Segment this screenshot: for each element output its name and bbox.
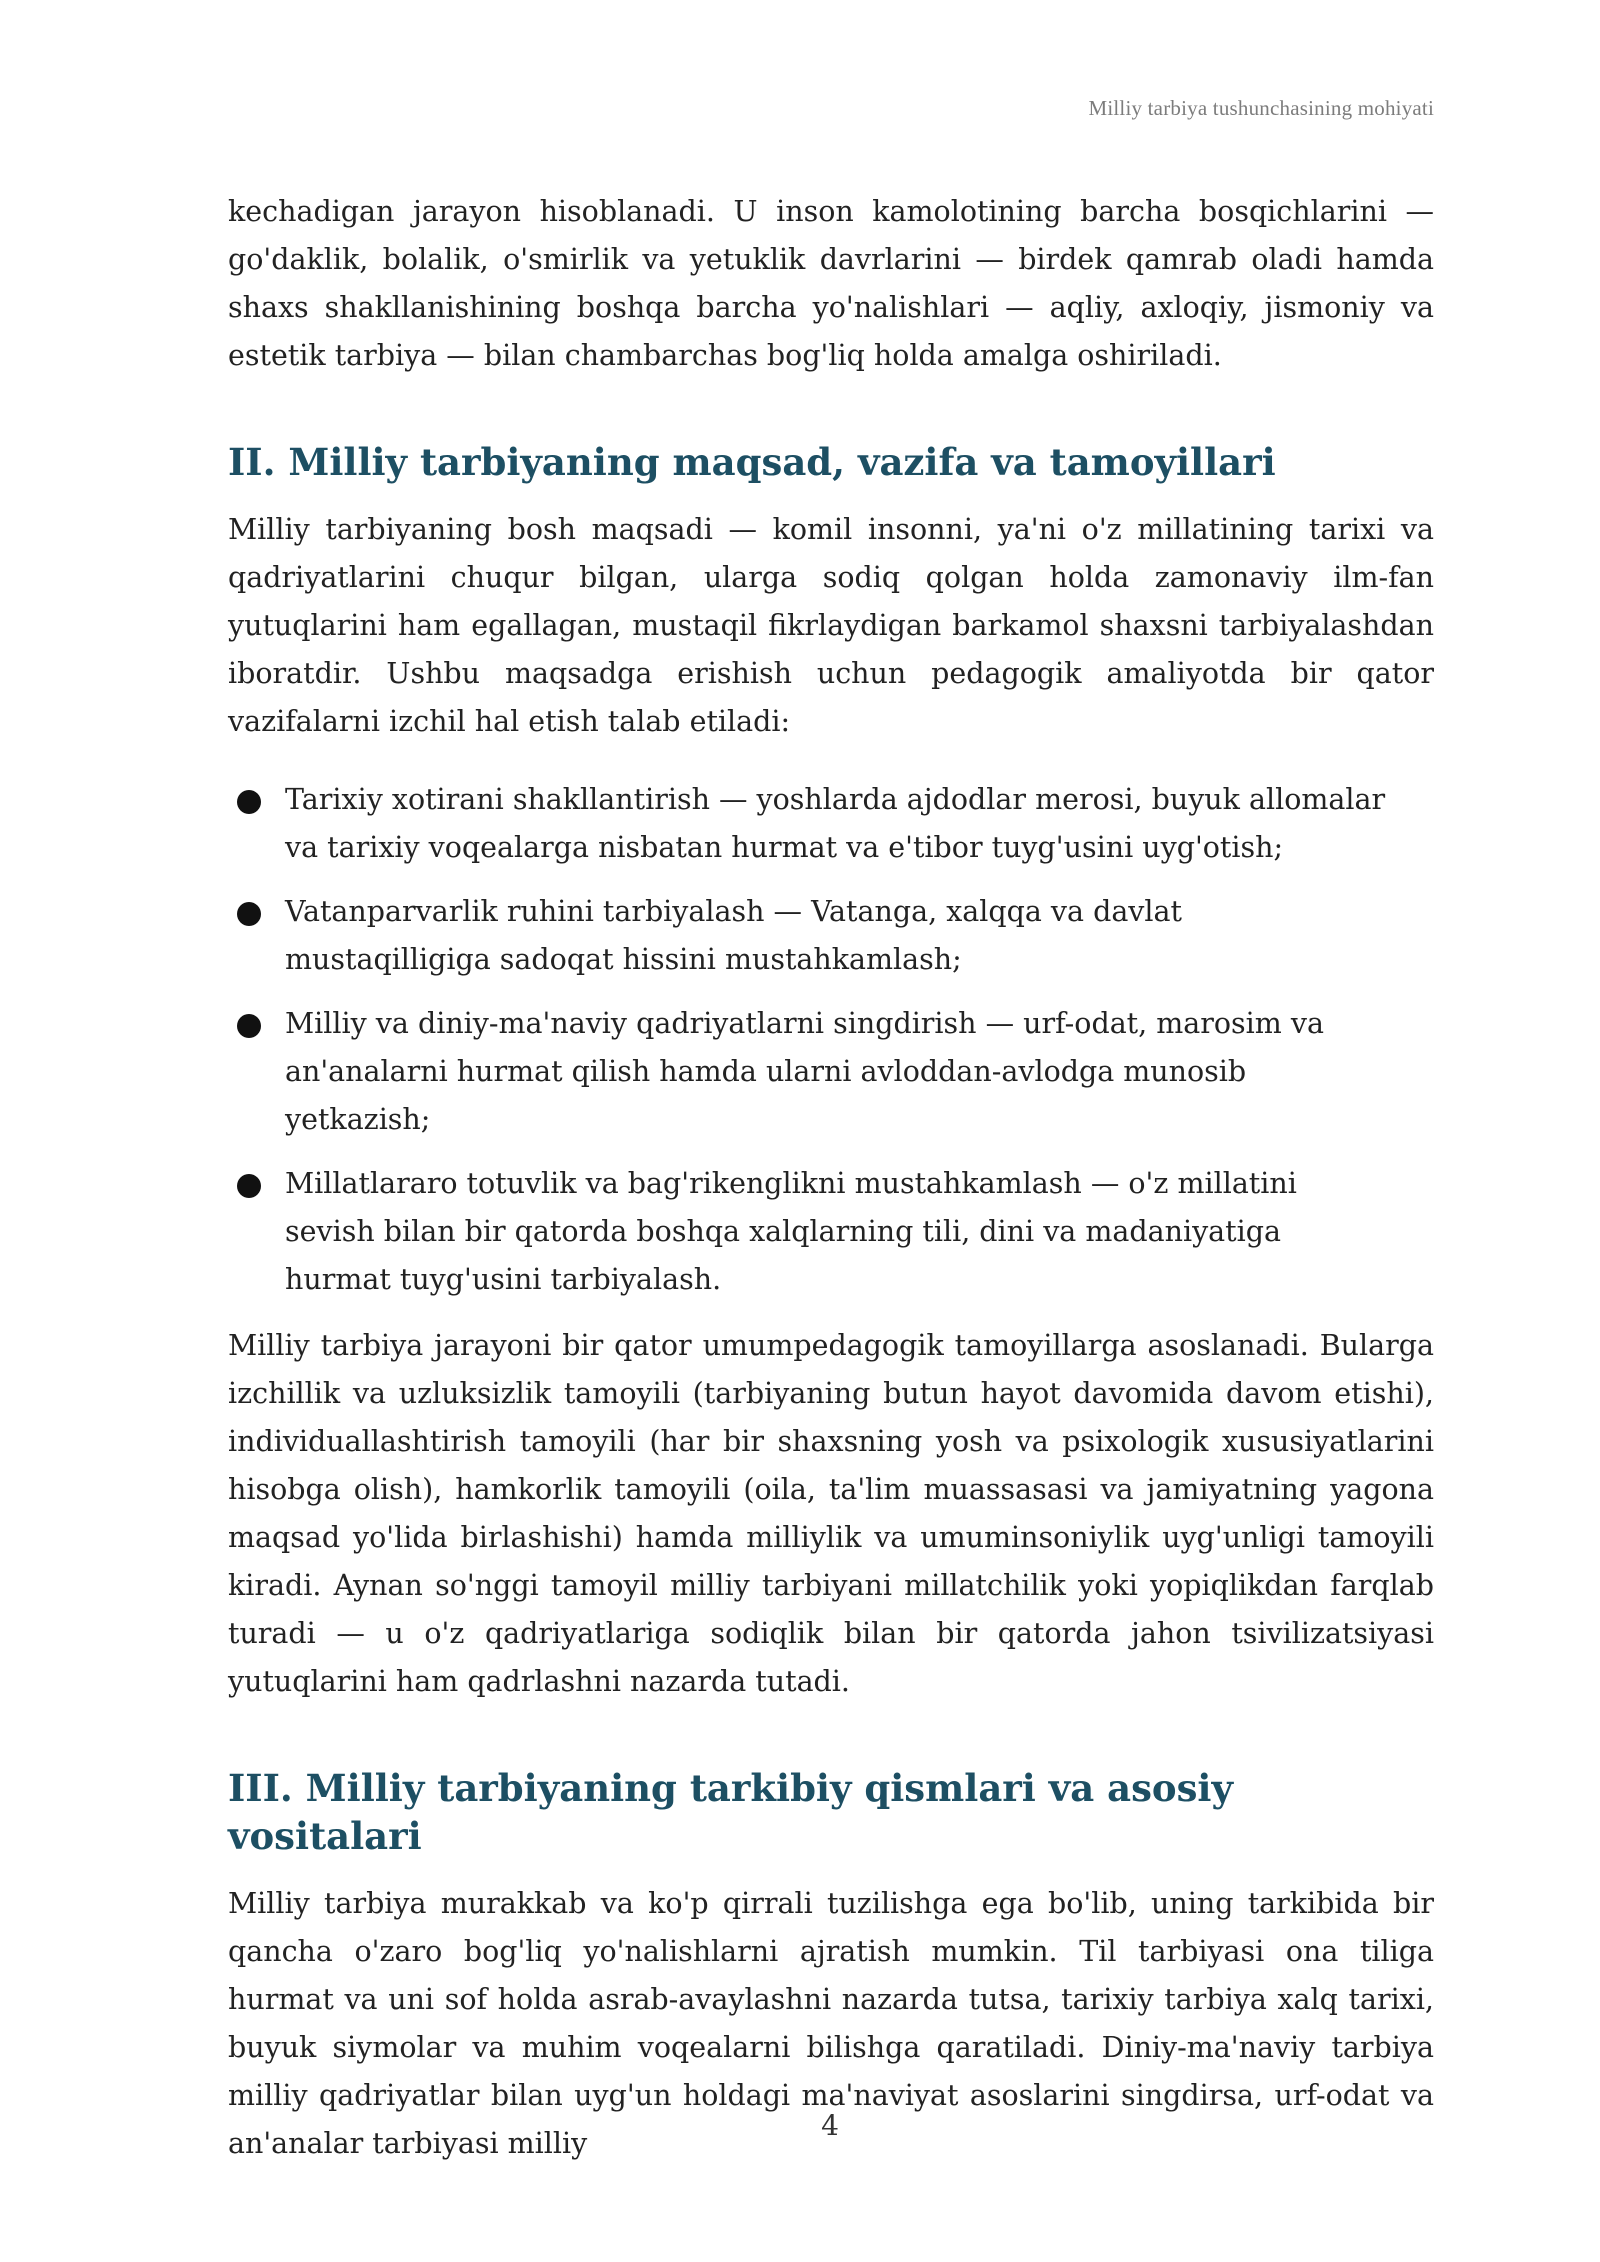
section-3-heading: III. Milliy tarbiyaning tarkibiy qismlari va asosiy vositalari xyxy=(228,1766,1233,1858)
page-content xyxy=(228,188,1434,2168)
list-item xyxy=(228,776,1434,872)
list-item xyxy=(228,1160,1434,1304)
bullet-icon xyxy=(237,1014,261,1038)
section-2-heading: II. Milliy tarbiyaning maqsad, vazifa va tamoyillari xyxy=(228,440,1276,484)
intro-paragraph: kechadigan jarayon hisoblanadi. U inson kamolotining barcha bosqichlarini — go'daklik, bolalik, o'smirlik va yetuklik davrlarini — birdek qamrab oladi hamda shaxs shakllanishining boshqa barcha yo'nalishlari — aqliy, axloqiy, jismoniy va estetik tarbiya — bilan chambarchas bog'liq holda amalga oshiriladi. xyxy=(228,195,1434,372)
section-2-paragraph-1: Milliy tarbiyaning bosh maqsadi — komil insonni, ya'ni o'z millatining tarixi va qadriyatlarini chuqur bilgan, ularga sodiq qolgan holda zamonaviy ilm-fan yutuqlarini ham egallagan, mustaqil fikrlaydigan barkamol shaxsni tarbiyalashdan iboratdir. Ushbu maqsadga erishish uchun pedagogik amaliyotda bir qator vazifalarni izchil hal etish talab etiladi: xyxy=(228,513,1434,738)
section-3-paragraph-1: Milliy tarbiya murakkab va ko'p qirrali tuzilishga ega bo'lib, uning tarkibida bir qancha o'zaro bog'liq yo'nalishlarni ajratish mumkin. Til tarbiyasi ona tiliga hurmat va uni sof holda asrab-avaylashni nazarda tutsa, tarixiy tarbiya xalq tarixi, buyuk siymolar va muhim voqealarni bilishga qaratiladi. Diniy-ma'naviy tarbiya milliy qadriyatlar bilan uyg'un holdagi ma'naviyat asoslarini singdirsa, urf-odat va an'analar tarbiyasi milliy xyxy=(228,1887,1434,2160)
list-item-text: Vatanparvarlik ruhini tarbiyalash — Vatanga, xalqqa va davlat mustaqilligiga sadoqat hissini mustahkamlash; xyxy=(285,895,1182,976)
list-item-text: Millatlararo totuvlik va bag'rikenglikni mustahkamlash — o'z millatini sevish bilan bir qatorda boshqa xalqlarning tili, dini va madaniyatiga hurmat tuyg'usini tarbiyalash. xyxy=(285,1167,1297,1296)
list-item-text: Milliy va diniy-ma'naviy qadriyatlarni singdirish — urf-odat, marosim va an'analarni hurmat qilish hamda ularni avloddan-avlodga munosib yetkazish; xyxy=(285,1007,1324,1136)
task-bullet-list xyxy=(228,776,1434,1304)
bullet-icon xyxy=(237,902,261,926)
list-item xyxy=(228,1000,1434,1144)
list-item-text: Tarixiy xotirani shakllantirish — yoshlarda ajdodlar merosi, buyuk allomalar va tarixiy voqealarga nisbatan hurmat va e'tibor tuyg'usini uyg'otish; xyxy=(285,783,1386,864)
bullet-icon xyxy=(237,790,261,814)
list-item xyxy=(228,888,1434,984)
page-number: 4 xyxy=(821,2109,839,2142)
running-header: Milliy tarbiya tushunchasining mohiyati xyxy=(1088,96,1434,120)
section-2-paragraph-2: Milliy tarbiya jarayoni bir qator umumpedagogik tamoyillarga asoslanadi. Bularga izchillik va uzluksizlik tamoyili (tarbiyaning butun hayot davomida davom etishi), individuallashtirish tamoyili (har bir shaxsning yosh va psixologik xususiyatlarini hisobga olish), hamkorlik tamoyili (oila, ta'lim muassasasi va jamiyatning yagona maqsad yo'lida birlashishi) hamda milliylik va umuminsoniylik uyg'unligi tamoyili kiradi. Aynan so'nggi tamoyil milliy tarbiyani millatchilik yoki yopiqlikdan farqlab turadi — u o'z qadriyatlariga sodiqlik bilan bir qatorda jahon tsivilizatsiyasi yutuqlarini ham qadrlashni nazarda tutadi. xyxy=(228,1329,1434,1698)
bullet-icon xyxy=(237,1174,261,1198)
